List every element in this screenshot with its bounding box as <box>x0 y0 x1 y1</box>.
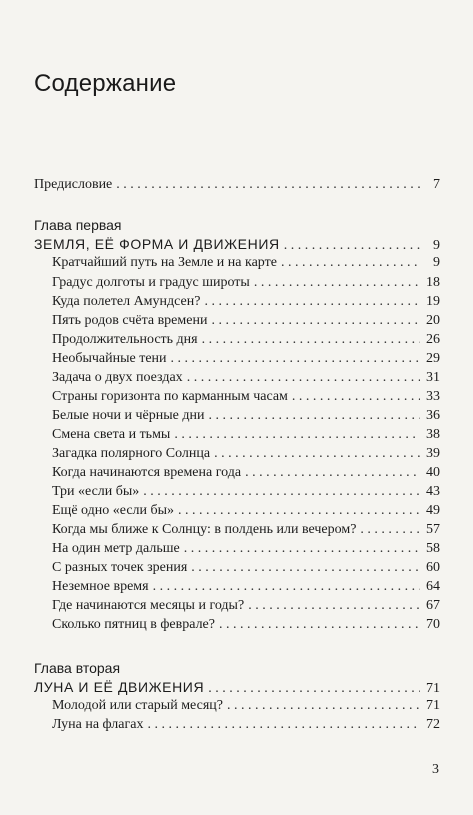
toc-entry <box>52 388 440 406</box>
leader-dots <box>360 521 420 539</box>
leader-dots <box>187 369 420 387</box>
toc-entry <box>52 445 440 463</box>
toc-entry-title: Пять родов счёта времени <box>52 313 208 328</box>
toc-entry-page: 39 <box>426 446 440 461</box>
leader-dots <box>202 331 420 349</box>
toc-entry <box>52 331 440 349</box>
toc-entry-page: 38 <box>426 427 440 442</box>
toc-entry-page: 20 <box>426 313 440 328</box>
toc-entry-title: Куда полетел Амундсен? <box>52 294 201 309</box>
toc-entry-title: Необычайные тени <box>52 351 167 366</box>
toc-entry-page: 26 <box>426 332 440 347</box>
chapter-title: ЗЕМЛЯ, ЕЁ ФОРМА И ДВИЖЕНИЯ <box>34 236 280 252</box>
toc-entry-page: 18 <box>426 275 440 290</box>
toc-entry-page: 67 <box>426 598 440 613</box>
leader-dots <box>184 540 420 558</box>
toc-entry-page: 29 <box>426 351 440 366</box>
toc-entry <box>52 483 440 501</box>
toc-entry-title: Смена света и тьмы <box>52 427 171 442</box>
toc-entry <box>52 716 440 734</box>
toc-entry-page: 58 <box>426 541 440 556</box>
toc-entry-title: Загадка полярного Солнца <box>52 446 211 461</box>
toc-entry-page: 7 <box>433 177 440 192</box>
toc-entry <box>52 559 440 577</box>
toc-entry-title: Белые ночи и чёрные дни <box>52 408 205 423</box>
toc-entry-page: 19 <box>426 294 440 309</box>
leader-dots <box>143 483 420 501</box>
leader-dots <box>204 293 420 311</box>
toc-entry-page: 70 <box>426 617 440 632</box>
leader-dots <box>116 176 420 194</box>
toc-entry <box>52 521 440 539</box>
chapter-title: ЛУНА И ЕЁ ДВИЖЕНИЯ <box>34 679 205 695</box>
leader-dots <box>191 559 420 577</box>
leader-dots <box>248 597 420 615</box>
toc-entry-page: 9 <box>433 255 440 270</box>
toc-entry-title: На один метр дальше <box>52 541 180 556</box>
leader-dots <box>208 680 420 698</box>
toc-entry-title: Задача о двух поездах <box>52 370 183 385</box>
leader-dots <box>174 426 420 444</box>
toc-entry <box>52 254 440 272</box>
toc-entry-title: Сколько пятниц в феврале? <box>52 617 215 632</box>
toc-entry-preface <box>34 176 440 194</box>
leader-dots <box>211 312 420 330</box>
toc-entry-page: 40 <box>426 465 440 480</box>
toc-entry <box>52 369 440 387</box>
toc-entry-title: Три «если бы» <box>52 484 140 499</box>
toc-entry <box>52 578 440 596</box>
toc-entry-page: 31 <box>426 370 440 385</box>
leader-dots <box>284 237 420 255</box>
toc-entry-title: Когда начинаются времена года <box>52 465 242 480</box>
toc-entry <box>52 426 440 444</box>
toc-entry-title: Молодой или старый месяц? <box>52 698 223 713</box>
toc-entry <box>52 616 440 634</box>
leader-dots <box>209 407 421 425</box>
toc-entry-title: Когда мы ближе к Солнцу: в полдень или вечером? <box>52 522 357 537</box>
toc-entry <box>52 502 440 520</box>
toc-entry-page: 36 <box>426 408 440 423</box>
toc-entry-page: 49 <box>426 503 440 518</box>
toc-entry-title: С разных точек зрения <box>52 560 188 575</box>
toc-entry-page: 64 <box>426 579 440 594</box>
chapter-page: 9 <box>433 238 440 253</box>
toc-entry-title: Продолжительность дня <box>52 332 198 347</box>
toc-entry-title: Предисловие <box>34 177 113 192</box>
leader-dots <box>281 254 420 272</box>
leader-dots <box>214 445 420 463</box>
leader-dots <box>147 716 420 734</box>
toc-entry <box>52 464 440 482</box>
page-number: 3 <box>432 762 439 777</box>
toc-entry-page: 33 <box>426 389 440 404</box>
toc-entry-title: Где начинаются месяцы и годы? <box>52 598 245 613</box>
toc-entry-title: Кратчайший путь на Земле и на карте <box>52 255 277 270</box>
leader-dots <box>171 350 420 368</box>
toc-entry-title: Страны горизонта по карманным часам <box>52 389 288 404</box>
leader-dots <box>227 697 420 715</box>
toc-entry <box>52 274 440 292</box>
toc-entry <box>52 350 440 368</box>
toc-chapter-title <box>34 235 440 255</box>
toc-entry <box>52 293 440 311</box>
leader-dots <box>292 388 420 406</box>
toc-entry <box>52 597 440 615</box>
leader-dots <box>153 578 420 596</box>
toc-entry-page: 43 <box>426 484 440 499</box>
toc-heading: Содержание <box>34 70 177 97</box>
toc-entry-page: 60 <box>426 560 440 575</box>
toc-entry-page: 71 <box>426 698 440 713</box>
toc-entry-title: Неземное время <box>52 579 149 594</box>
chapter-label: Глава первая <box>34 217 122 233</box>
toc-entry <box>52 540 440 558</box>
toc-entry <box>52 312 440 330</box>
toc-entry-title: Ещё одно «если бы» <box>52 503 175 518</box>
chapter-label: Глава вторая <box>34 660 121 676</box>
toc-entry-title: Луна на флагах <box>52 717 144 732</box>
chapter-page: 71 <box>426 681 440 696</box>
toc-chapter-title <box>34 678 440 698</box>
leader-dots <box>178 502 420 520</box>
toc-entry-title: Градус долготы и градус широты <box>52 275 250 290</box>
toc-entry-page: 57 <box>426 522 440 537</box>
toc-entry <box>52 407 440 425</box>
leader-dots <box>245 464 420 482</box>
toc-entry <box>52 697 440 715</box>
toc-entry-page: 72 <box>426 717 440 732</box>
leader-dots <box>254 274 420 292</box>
leader-dots <box>219 616 420 634</box>
